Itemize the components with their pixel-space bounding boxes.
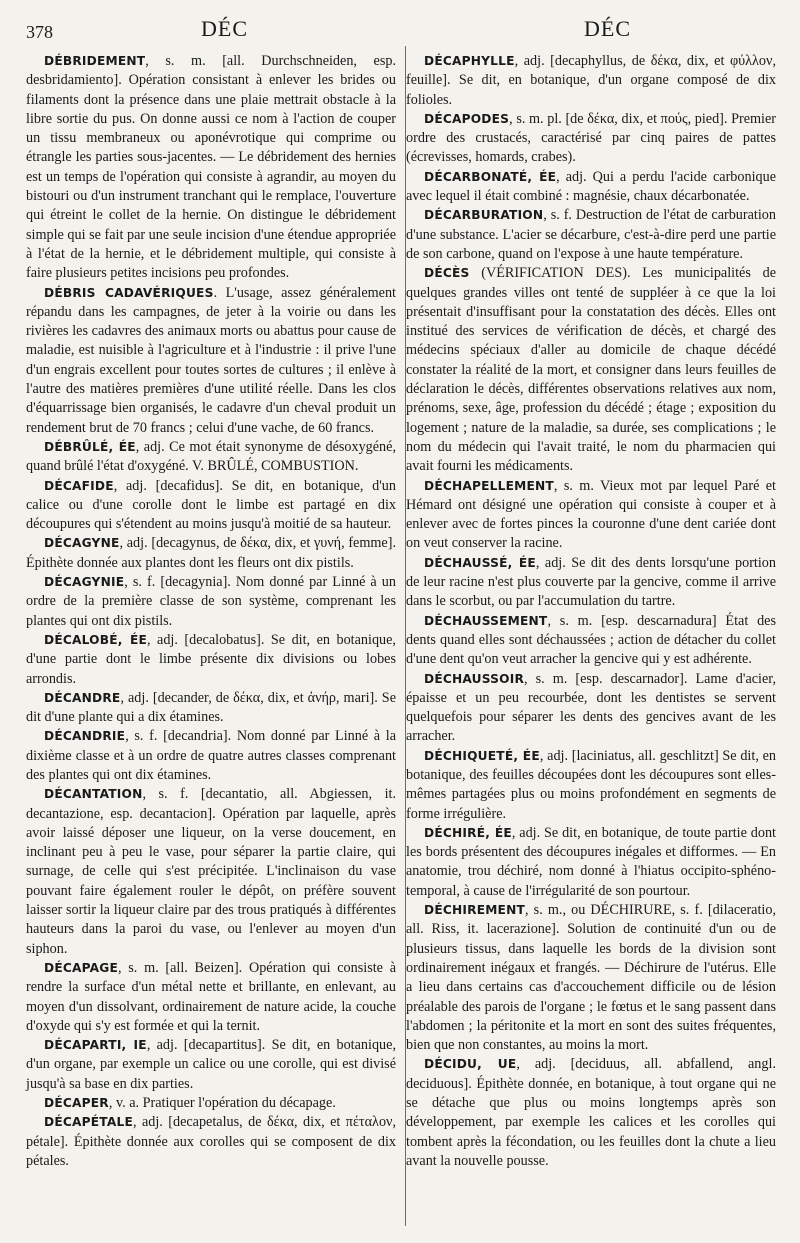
entry-definition: , s. f. [decagynia]. Nom donné par Linné à un ordre de la première classe de son système, comprenant les plantes qui ont dix pistils. [26, 574, 396, 629]
entry-headword: DÉBRÛLÉ, ÉE [44, 439, 136, 454]
entry-headword: DÉCHAUSSEMENT [424, 613, 548, 628]
left-column [26, 52, 396, 1171]
running-header [26, 14, 792, 40]
entry-headword: DÉCHAUSSÉ, ÉE [424, 555, 536, 570]
entry-definition: , s. m. [all. Durchschneiden, esp. desbridamiento]. Opération consistant à enlever les brides ou filaments dont la présence dans une plaie mettrait obstacle à la libre sortie du pus. On donne aussi ce nom à l'action de couper un tissu membraneux ou aponévrotique qui comprime ou étrangle les parties sous-jacentes. — Le débridement des hernies est un temps de l'opération qui consiste à agrandir, au moyen du bistouri ou d'un instrument tranchant qui le remplace, l'ouverture qui étreint le collet de la hernie. On distingue le débridement simple qui se fait par une seule incision d'une étendue appropriée à l'état de la hernie, et le débridement multiple, qui consiste à faire plusieurs petites incisions peu profondes. [26, 53, 396, 282]
entry-headword: DÉCANTATION [44, 787, 143, 802]
dictionary-entry [406, 554, 776, 612]
entry-headword: DÉCARBONATÉ, ÉE [424, 169, 557, 184]
entry-headword: DÉCHIREMENT [424, 903, 525, 918]
entry-definition: , s. f. [decandria]. Nom donné par Linné à la dixième classe et à un ordre de quatre autres classes comprenant des plantes qui ont dix étamines. [26, 728, 396, 783]
column-divider [405, 46, 406, 1226]
entry-headword: DÉCAGYNIE [44, 575, 125, 590]
entry-headword: DÉCHIQUETÉ, ÉE [424, 748, 540, 763]
dictionary-entry [26, 438, 396, 477]
dictionary-entry [26, 52, 396, 284]
dictionary-entry [406, 52, 776, 110]
dictionary-entry [26, 785, 396, 959]
dictionary-entry [26, 689, 396, 728]
dictionary-entry [406, 901, 776, 1055]
entry-headword: DÉCIDU, UE [424, 1057, 517, 1072]
entry-definition: , s. m. pl. [de δέκα, dix, et πούς, pied]. Premier ordre des crustacés, caractérisé par cinq paires de pattes (écrevisses, homards, crabes). [406, 110, 776, 166]
page-number: 378 [26, 22, 53, 42]
entry-headword: DÉCANDRE [44, 690, 121, 705]
entry-headword: DÉCHAPELLEMENT [424, 478, 554, 493]
dictionary-entry [26, 284, 396, 438]
dictionary-entry [26, 727, 396, 785]
dictionary-entry [26, 573, 396, 631]
entry-definition: , adj. Se dit, en botanique, de toute partie dont les bords présentent des découpures inégales et difformes. — En anatomie, trou déchiré, nom donné à l'hiatus occipito-sphéno-temporal, à cause de l'irrégularité de son pourtour. [406, 824, 776, 899]
running-head-left: DÉC [201, 16, 248, 41]
entry-definition: , v. a. Pratiquer l'opération du décapage. [108, 1095, 336, 1112]
entry-headword: DÉCANDRIE [44, 729, 126, 744]
entry-headword: DÉCAPAGE [44, 960, 118, 975]
dictionary-entry [26, 1036, 396, 1094]
dictionary-entry [26, 1113, 396, 1171]
dictionary-entry [406, 110, 776, 168]
entry-headword: DÉCAPER [44, 1096, 109, 1111]
dictionary-entry [406, 670, 776, 747]
dictionary-entry [406, 747, 776, 824]
dictionary-entry [406, 168, 776, 207]
entry-definition: , adj. [decafidus]. Se dit, en botanique, d'un calice ou d'une corolle dont le limbe est partagé en dix découpures qui s'étendent au moins jusqu'à moitié de sa hauteur. [26, 477, 396, 533]
entry-definition: , adj. [decapartitus]. Se dit, en botanique, d'un organe, par exemple un calice ou une corolle, qui est divisé jusqu'à sa base en dix parties. [26, 1037, 396, 1092]
entry-definition: , adj. Se dit des dents lorsqu'une portion de leur racine n'est plus couverte par la gencive, comme il arrive dans le scorbut, ou par l'accumulation du tartre. [406, 554, 776, 610]
dictionary-entry [406, 824, 776, 901]
right-column [406, 52, 776, 1171]
dictionary-entry [26, 534, 396, 573]
entry-definition: (VÉRIFICATION DES). Les municipalités de quelques grandes villes ont tenté de suppléer à ce que la loi présentait d'insuffisant pour la constatation des décès. Elles ont institué des services de vérification de décès, et chargé des médecins spéciaux d'aller au domicile de chaque décédé constater la réalité de la mort, et consigner dans leurs feuilles de déclaration le décès, différentes observations relatives aux nom, prénoms, sexe, âge, profession du décédé ; étage ; exposition du logement ; nature de la maladie, sa durée, ses complications ; le nom du médecin qui l'avait traité, le nom du pharmacien qui avait fourni les médicaments. [406, 265, 776, 475]
entry-definition: , adj. [decagynus, de δέκα, dix, et γυνή, femme]. Épithète donnée aux plantes dont les fleurs ont dix pistils. [26, 535, 396, 571]
entry-definition: , adj. [decander, de δέκα, dix, et ἀνήρ, mari]. Se dit d'une plante qui a dix étamines. [26, 689, 396, 726]
entry-definition: , s. f. [decantatio, all. Abgiessen, it. decantazione, esp. decantacion]. Opération par laquelle, après avoir laissé déposer une liqueur, on la verse doucement, en inclinant peu à peu le vase, pour séparer la partie claire, qui surnage, de celle qui s'est précipitée. L'inclinaison du vase pouvant faire également rouler le dépôt, on préfère souvent laisser sortir la liqueur claire par des trous pratiqués à différentes hauteurs dans la paroi du vase, ou l'enlever au moyen d'un siphon. [26, 786, 396, 957]
entry-definition: , s. f. Destruction de l'état de carburation d'une substance. L'acier se décarbure, c'est-à-dire perd une partie de son carbone, quand on l'expose à une haute température. [406, 207, 776, 262]
entry-headword: DÉCHAUSSOIR [424, 671, 525, 686]
entry-definition: , adj. [deciduus, all. abfallend, angl. deciduous]. Épithète donnée, en botanique, à tout organe qui ne se détache que plus ou moins longtemps après son développement, par exemple les calices et les corolles qui tombent après la fécondation, ou les feuilles dont la chute a lieu avant la nouvelle pousse. [406, 1056, 776, 1169]
entry-definition: , s. m. [esp. descarnadura] État des dents quand elles sont déchaussées ; action de détacher du collet d'une dent qu'on veut arracher la gencive qui y est adhérente. [406, 612, 776, 668]
dictionary-entry [406, 612, 776, 670]
entry-definition: , adj. [laciniatus, all. geschlitzt] Se dit, en botanique, des feuilles découpées dont les découpures sont elles-mêmes partagées plus ou moins profondément en segments de forme irrégulière. [406, 747, 776, 822]
entry-definition: , s. m., ou DÉCHIRURE, s. f. [dilaceratio, all. Riss, it. lacerazione]. Solution de continuité d'un ou de plusieurs tissus, dans laquelle les bords de la division sont ordinairement inégaux et frangés. — Déchirure de l'utérus. Elle a lieu dans certains cas d'accouchement difficile ou de lésion préalable des parois de l'organe ; le fœtus et le sang passent dans l'abdomen ; la péritonite et la mort en sont des suites fréquentes, bien que non constantes, au moins la mort. [406, 902, 776, 1054]
entry-headword: DÉCÈS [424, 266, 470, 281]
entry-headword: DÉCHIRÉ, ÉE [424, 825, 512, 840]
entry-headword: DÉCAFIDE [44, 478, 114, 493]
entry-definition: . L'usage, assez généralement répandu dans les campagnes, de jeter à la voirie ou dans les rivières les cadavres des animaux morts ou abattus pour cause de maladie, est nuisible à l'agriculture et à l'industrie : il prive l'une d'un engrais excellent pour toutes sortes de cultures ; il enlève à l'autre des matières premières d'une utilité réelle. Dans les clos d'équarrissage bien organisés, le cadavre d'un cheval produit un rendement brut de 70 francs ; celui d'une vache, de 60 francs. [26, 284, 397, 436]
dictionary-entry [406, 206, 776, 264]
dictionary-entry [26, 959, 396, 1036]
dictionary-entry [26, 1094, 396, 1113]
dictionary-entry [406, 477, 776, 554]
entry-definition: , adj. Qui a perdu l'acide carbonique avec lequel il était combiné : magnésie, chaux décarbonatée. [406, 168, 776, 205]
entry-headword: DÉCAPÉTALE [44, 1115, 133, 1130]
entry-definition: , adj. [decaphyllus, de δέκα, dix, et φύλλον, feuille]. Se dit, en botanique, d'un organe composé de dix folioles. [406, 53, 776, 108]
entry-definition: , s. m. Vieux mot par lequel Paré et Hémard ont désigné une opération qui consiste à couper et à enlever avec de fortes pinces la couronne d'une dent cariée dont on veut conserver la racine. [406, 477, 776, 552]
dictionary-entry [26, 631, 396, 689]
entry-headword: DÉCAPHYLLE [424, 54, 515, 68]
entry-headword: DÉCAPODES [424, 111, 510, 126]
text-columns [26, 52, 792, 1171]
dictionary-entry [26, 477, 396, 535]
entry-headword: DÉBRIDEMENT [44, 54, 146, 68]
dictionary-entry [406, 264, 776, 476]
entry-definition: , s. m. [esp. descarnador]. Lame d'acier, épaisse et un peu recourbée, dont les dentistes se servent quelquefois pour séparer les dents des gencives avant de les arracher. [406, 670, 776, 745]
entry-headword: DÉBRIS CADAVÉRIQUES [44, 285, 214, 300]
entry-headword: DÉCAGYNE [44, 536, 120, 551]
entry-headword: DÉCARBURATION [424, 208, 544, 223]
entry-headword: DÉCALOBÉ, ÉE [44, 632, 147, 647]
entry-definition: , adj. Ce mot était synonyme de désoxygéné, quand brûlé l'état d'oxygéné. V. BRÛLÉ, COMBUSTION. [26, 438, 396, 475]
entry-definition: , s. m. [all. Beizen]. Opération qui consiste à rendre la surface d'un métal nette et brillante, en enlevant, au moyen d'un dissolvant, ordinairement de nature acide, la couche d'oxyde qui s'y est formée et qui la ternit. [26, 959, 396, 1034]
dictionary-entry [406, 1055, 776, 1171]
entry-definition: , adj. [decapetalus, de δέκα, dix, et πέταλον, pétale]. Épithète donnée aux corolles qui se composent de dix pétales. [26, 1114, 396, 1169]
running-head-right: DÉC [584, 16, 631, 41]
entry-headword: DÉCAPARTI, IE [44, 1038, 147, 1053]
entry-definition: , adj. [decalobatus]. Se dit, en botanique, d'une partie dont le limbe présente dix divisions ou lobes arrondis. [26, 631, 396, 687]
